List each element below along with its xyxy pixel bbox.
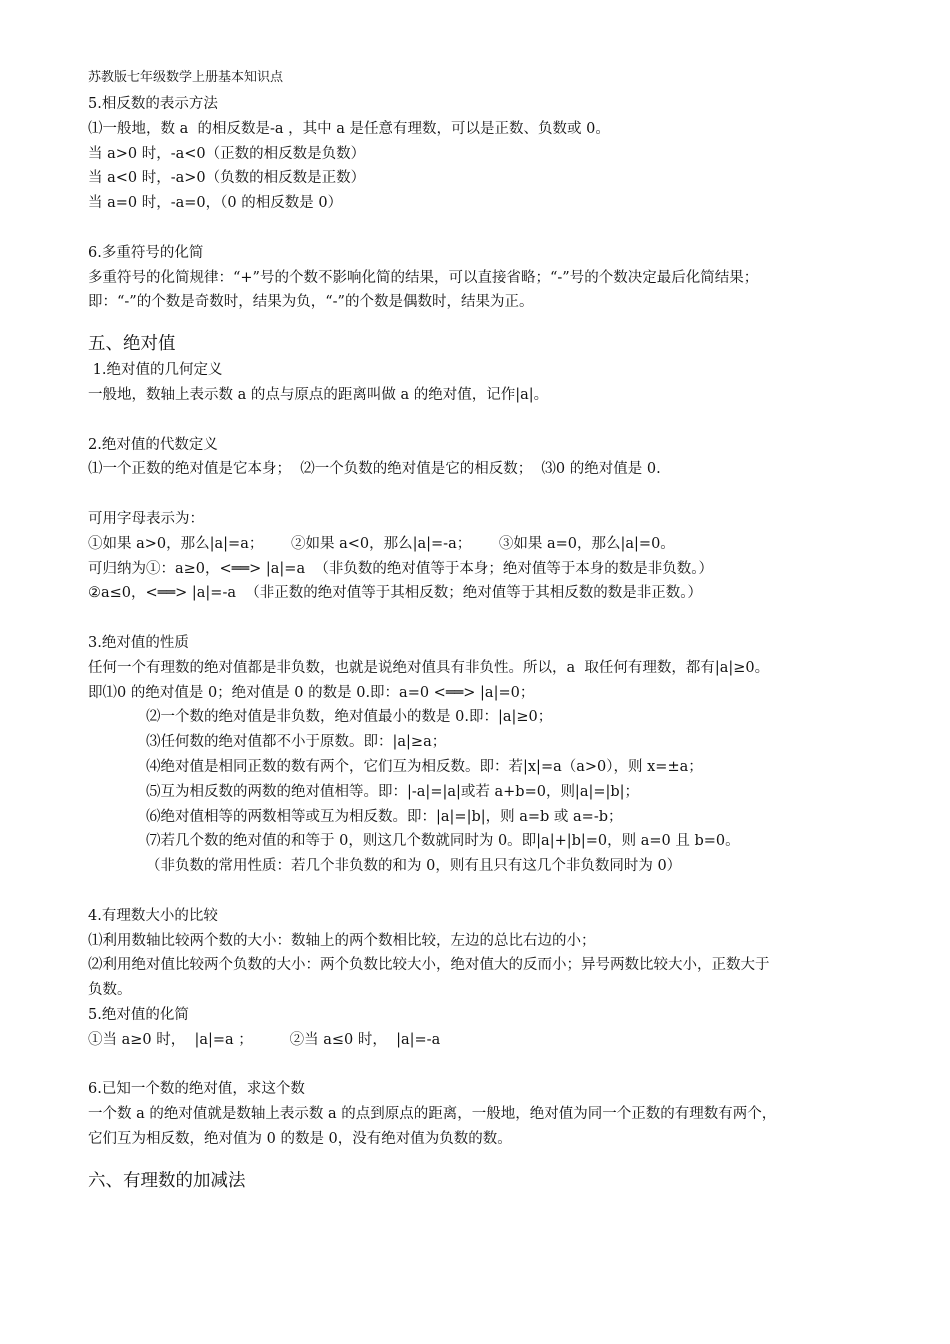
text-line: 即：“-”的个数是奇数时，结果为负，“-”的个数是偶数时，结果为正。 <box>88 294 534 311</box>
text-line: 当 a>0 时，-a<0（正数的相反数是负数） <box>88 145 366 162</box>
section-title: 5.绝对值的化简 <box>88 1006 189 1023</box>
chapter-absolute-value <box>88 331 888 1152</box>
indented-line: ⑵一个数的绝对值是非负数，绝对值最小的数是 0.即：|a|≥0； <box>146 709 553 726</box>
section-multiple-signs <box>88 241 888 315</box>
section-opposite-notation <box>88 92 888 216</box>
text-line: 一个数 a 的绝对值就是数轴上表示数 a 的点到原点的距离，一般地，绝对值为同一个正数的有理数有两个， <box>88 1106 777 1123</box>
indented-line: ⑸互为相反数的两数的绝对值相等。即：|-a|=|a|或若 a+b=0，则|a|=|b|； <box>146 783 640 800</box>
text-line: ⑴一般地，数 a 的相反数是-a ，其中 a 是任意有理数，可以是正数、负数或 0。 <box>88 120 610 137</box>
chapter-addition-subtraction <box>88 1168 888 1195</box>
text-line: ①如果 a>0，那么|a|=a； ②如果 a<0，那么|a|=-a； ③如果 a=0，那么|a|=0。 <box>88 535 675 552</box>
section-title: 6.多重符号的化简 <box>88 244 204 261</box>
text-line: ②a≤0，<══> |a|=-a （非正数的绝对值等于其相反数；绝对值等于其相反数的数是非正数。） <box>88 585 702 602</box>
section-title: 2.绝对值的代数定义 <box>88 436 218 453</box>
section-title: 5.相反数的表示方法 <box>88 96 218 112</box>
text-line: ⑴一个正数的绝对值是它本身； ⑵一个负数的绝对值是它的相反数； ⑶0 的绝对值是 0. <box>88 461 661 478</box>
text-line: 可用字母表示为： <box>88 510 204 527</box>
text-line: ①当 a≥0 时， |a|=a ； ②当 a≤0 时， |a|=-a <box>88 1031 441 1048</box>
indented-line: （非负数的常用性质：若几个非负数的和为 0，则有且只有这几个非负数同时为 0） <box>146 858 682 875</box>
page-header: 苏教版七年级数学上册基本知识点 <box>88 70 284 85</box>
text-line: ⑵利用绝对值比较两个负数的大小：两个负数比较大小，绝对值大的反而小；异号两数比较大小，正数大于 <box>88 957 770 974</box>
text-line: 当 a=0 时，-a=0，（0 的相反数是 0） <box>88 195 343 212</box>
text-line: 它们互为相反数，绝对值为 0 的数是 0，没有绝对值为负数的数。 <box>88 1130 512 1147</box>
chapter-title: 五、绝对值 <box>88 334 176 355</box>
indented-line: ⑶任何数的绝对值都不小于原数。即：|a|≥a； <box>146 734 447 751</box>
section-title: 3.绝对值的性质 <box>88 634 189 651</box>
indented-line: ⑷绝对值是相同正数的数有两个，它们互为相反数。即：若|x|=a（a>0），则 x=±a； <box>146 758 703 775</box>
text-line: 负数。 <box>88 982 132 999</box>
section-title: 6.已知一个数的绝对值，求这个数 <box>88 1081 305 1098</box>
text-line: 多重符号的化简规律：“+”号的个数不影响化简的结果，可以直接省略；“-”号的个数决定最后化简结果； <box>88 269 759 286</box>
text-line: ⑴利用数轴比较两个数的大小：数轴上的两个数相比较，左边的总比右边的小； <box>88 932 596 949</box>
text-line: 当 a<0 时，-a>0（负数的相反数是正数） <box>88 170 366 187</box>
section-title: 4.有理数大小的比较 <box>88 907 218 924</box>
section-title: 1.绝对值的几何定义 <box>88 362 223 379</box>
text-line: 一般地，数轴上表示数 a 的点与原点的距离叫做 a 的绝对值，记作|a|。 <box>88 386 549 403</box>
indented-line: ⑹绝对值相等的两数相等或互为相反数。即：|a|=|b|，则 a=b 或 a=-b； <box>146 808 623 825</box>
chapter-title: 六、有理数的加减法 <box>88 1170 246 1191</box>
text-line: 可归纳为①：a≥0，<══> |a|=a （非负数的绝对值等于本身；绝对值等于本身的数是非负数。） <box>88 560 714 577</box>
text-line: 任何一个有理数的绝对值都是非负数，也就是说绝对值具有非负性。所以，a 取任何有理数，都有|a|≥0。 <box>88 659 770 676</box>
text-line: 即⑴0 的绝对值是 0；绝对值是 0 的数是 0.即：a=0 <══> |a|=0； <box>88 684 535 701</box>
document-page <box>88 68 888 1195</box>
indented-line: ⑺若几个数的绝对值的和等于 0，则这几个数就同时为 0。即|a|+|b|=0，则 a=0 且 b=0。 <box>146 833 740 850</box>
